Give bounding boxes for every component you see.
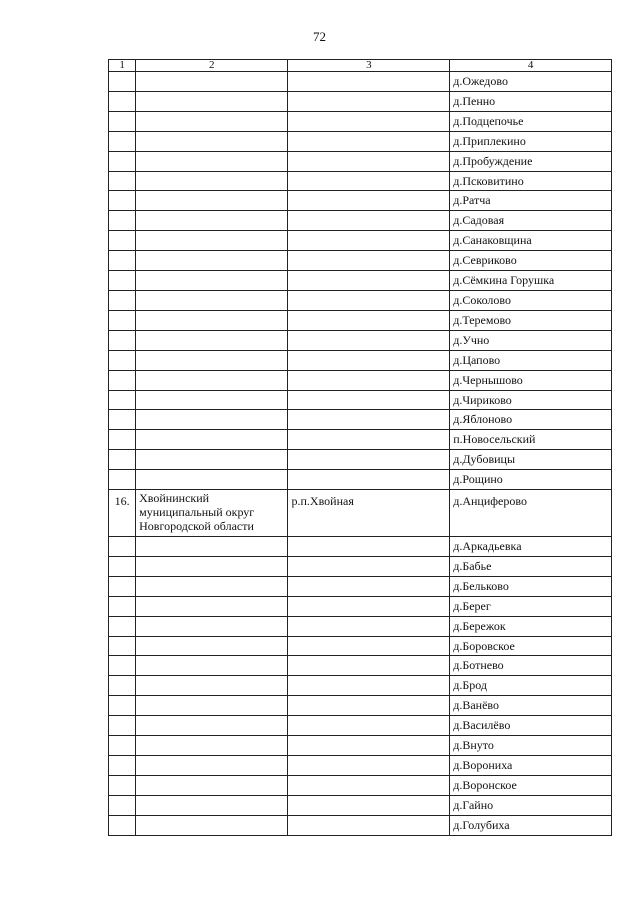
row-number-cell: [109, 556, 136, 576]
admin-center-cell: [288, 537, 450, 557]
municipality-name-cell: [136, 636, 288, 656]
municipality-name-cell: [136, 756, 288, 776]
table-row: [109, 350, 612, 370]
admin-center-cell: [288, 815, 450, 835]
settlement-name-cell: д.Яблоново: [450, 410, 612, 430]
admin-center-cell: [288, 290, 450, 310]
municipality-name-cell: [136, 716, 288, 736]
table-row: [109, 450, 612, 470]
admin-center-cell: [288, 151, 450, 171]
municipality-name-cell: [136, 131, 288, 151]
row-number-cell: [109, 211, 136, 231]
row-number-cell: [109, 537, 136, 557]
settlement-name-cell: д.Бережок: [450, 616, 612, 636]
row-number-cell: [109, 616, 136, 636]
table-row: [109, 430, 612, 450]
municipality-name-cell: [136, 231, 288, 251]
admin-center-cell: [288, 330, 450, 350]
table-row: [109, 410, 612, 430]
row-number-cell: [109, 656, 136, 676]
admin-center-cell: [288, 211, 450, 231]
header-row: [109, 60, 612, 72]
table-row: [109, 290, 612, 310]
admin-center-cell: [288, 131, 450, 151]
municipality-name-cell: [136, 596, 288, 616]
municipality-name-cell: [136, 537, 288, 557]
table-row: [109, 171, 612, 191]
admin-center-cell: [288, 450, 450, 470]
admin-center-cell: [288, 251, 450, 271]
table-row: [109, 490, 612, 537]
admin-center-cell: [288, 736, 450, 756]
settlement-name-cell: д.Теремово: [450, 310, 612, 330]
admin-center-cell: [288, 576, 450, 596]
settlement-name-cell: д.Василёво: [450, 716, 612, 736]
row-number-cell: [109, 736, 136, 756]
municipality-name-cell: [136, 91, 288, 111]
table-row: [109, 656, 612, 676]
settlement-name-cell: д.Севриково: [450, 251, 612, 271]
table-row: [109, 696, 612, 716]
admin-center-cell: р.п.Хвойная: [288, 490, 450, 537]
row-number-cell: [109, 716, 136, 736]
municipality-name-cell: [136, 111, 288, 131]
table-row: [109, 756, 612, 776]
admin-center-cell: [288, 191, 450, 211]
row-number-cell: [109, 191, 136, 211]
row-number-cell: [109, 111, 136, 131]
table-row: [109, 676, 612, 696]
table-row: [109, 636, 612, 656]
row-number-cell: [109, 696, 136, 716]
municipality-name-cell: [136, 370, 288, 390]
settlement-name-cell: д.Голубиха: [450, 815, 612, 835]
settlement-name-cell: п.Новосельский: [450, 430, 612, 450]
settlement-name-cell: д.Аркадьевка: [450, 537, 612, 557]
settlement-name-cell: д.Псковитино: [450, 171, 612, 191]
row-number-cell: [109, 310, 136, 330]
settlement-name-cell: д.Воронское: [450, 775, 612, 795]
row-number-cell: [109, 775, 136, 795]
settlement-name-cell: д.Ворониха: [450, 756, 612, 776]
settlement-name-cell: д.Учно: [450, 330, 612, 350]
settlement-name-cell: д.Внуто: [450, 736, 612, 756]
settlement-name-cell: д.Сёмкина Горушка: [450, 271, 612, 291]
row-number-cell: [109, 350, 136, 370]
row-number-cell: [109, 290, 136, 310]
table-row: [109, 330, 612, 350]
row-number-cell: [109, 815, 136, 835]
settlement-name-cell: д.Чириково: [450, 390, 612, 410]
table-row: [109, 131, 612, 151]
table-row: [109, 470, 612, 490]
municipality-name-cell: [136, 470, 288, 490]
admin-center-cell: [288, 676, 450, 696]
municipality-name-cell: [136, 251, 288, 271]
table-row: [109, 151, 612, 171]
municipality-name-cell: [136, 72, 288, 92]
municipality-name-cell: [136, 410, 288, 430]
municipality-name-cell: [136, 211, 288, 231]
admin-center-cell: [288, 271, 450, 291]
row-number-cell: [109, 251, 136, 271]
admin-center-cell: [288, 72, 450, 92]
page-number: 72: [313, 29, 326, 44]
settlement-name-cell: д.Анциферово: [450, 490, 612, 537]
row-number-cell: [109, 131, 136, 151]
municipality-name-cell: [136, 450, 288, 470]
table-row: [109, 556, 612, 576]
admin-center-cell: [288, 430, 450, 450]
municipality-name-cell: [136, 271, 288, 291]
table-row: [109, 537, 612, 557]
municipality-name-cell: [136, 171, 288, 191]
table-row: [109, 111, 612, 131]
row-number-cell: [109, 410, 136, 430]
settlement-name-cell: д.Пробуждение: [450, 151, 612, 171]
table-row: [109, 736, 612, 756]
table-row: [109, 211, 612, 231]
admin-center-cell: [288, 370, 450, 390]
municipality-name-cell: [136, 775, 288, 795]
table-row: [109, 716, 612, 736]
municipality-name-cell: [136, 676, 288, 696]
settlement-name-cell: д.Бельково: [450, 576, 612, 596]
settlement-name-cell: д.Ожедово: [450, 72, 612, 92]
table-row: [109, 390, 612, 410]
settlement-name-cell: д.Подцепочье: [450, 111, 612, 131]
table-row: [109, 191, 612, 211]
admin-center-cell: [288, 596, 450, 616]
table-row: [109, 795, 612, 815]
row-number-cell: [109, 330, 136, 350]
admin-center-cell: [288, 775, 450, 795]
settlement-name-cell: д.Бабье: [450, 556, 612, 576]
settlement-name-cell: д.Боровское: [450, 636, 612, 656]
row-number-cell: [109, 470, 136, 490]
admin-center-cell: [288, 556, 450, 576]
municipality-name-cell: [136, 696, 288, 716]
table-row: [109, 72, 612, 92]
table-row: [109, 815, 612, 835]
table-row: [109, 596, 612, 616]
settlement-name-cell: д.Ботнево: [450, 656, 612, 676]
municipality-name-cell: [136, 191, 288, 211]
column-header-4: 4: [450, 60, 612, 72]
row-number-cell: [109, 596, 136, 616]
admin-center-cell: [288, 350, 450, 370]
row-number-cell: [109, 91, 136, 111]
municipality-name-cell: [136, 556, 288, 576]
admin-center-cell: [288, 310, 450, 330]
admin-center-cell: [288, 696, 450, 716]
admin-center-cell: [288, 616, 450, 636]
admin-center-cell: [288, 390, 450, 410]
table-row: [109, 231, 612, 251]
settlement-name-cell: д.Санаковщина: [450, 231, 612, 251]
row-number-cell: [109, 151, 136, 171]
settlement-name-cell: д.Чернышово: [450, 370, 612, 390]
settlement-name-cell: д.Соколово: [450, 290, 612, 310]
row-number-cell: [109, 450, 136, 470]
settlement-name-cell: д.Рощино: [450, 470, 612, 490]
table-body: [109, 72, 612, 836]
row-number-cell: [109, 676, 136, 696]
table-row: [109, 370, 612, 390]
settlement-name-cell: д.Цапово: [450, 350, 612, 370]
row-number-cell: [109, 231, 136, 251]
municipality-name-cell: Хвойнинский муниципальный округ Новгородской области: [136, 490, 288, 537]
municipality-name-cell: [136, 350, 288, 370]
municipality-name-cell: [136, 390, 288, 410]
table-row: [109, 576, 612, 596]
municipality-name-cell: [136, 430, 288, 450]
admin-center-cell: [288, 656, 450, 676]
municipality-name-cell: [136, 815, 288, 835]
column-header-3: 3: [288, 60, 450, 72]
municipality-name-cell: [136, 616, 288, 636]
municipality-name-cell: [136, 795, 288, 815]
admin-center-cell: [288, 231, 450, 251]
admin-center-cell: [288, 91, 450, 111]
row-number-cell: [109, 390, 136, 410]
table-row: [109, 775, 612, 795]
municipality-name-cell: [136, 656, 288, 676]
settlement-name-cell: д.Приплекино: [450, 131, 612, 151]
settlement-name-cell: д.Ванёво: [450, 696, 612, 716]
column-header-1: 1: [109, 60, 136, 72]
table-row: [109, 616, 612, 636]
admin-center-cell: [288, 410, 450, 430]
municipality-name-cell: [136, 736, 288, 756]
settlement-name-cell: д.Пенно: [450, 91, 612, 111]
table-row: [109, 251, 612, 271]
settlement-name-cell: д.Ратча: [450, 191, 612, 211]
settlement-name-cell: д.Дубовицы: [450, 450, 612, 470]
column-header-2: 2: [136, 60, 288, 72]
municipality-name-cell: [136, 310, 288, 330]
admin-center-cell: [288, 470, 450, 490]
municipality-name-cell: [136, 290, 288, 310]
row-number-cell: [109, 171, 136, 191]
admin-center-cell: [288, 636, 450, 656]
admin-center-cell: [288, 756, 450, 776]
row-number-cell: [109, 756, 136, 776]
table-row: [109, 91, 612, 111]
table-row: [109, 271, 612, 291]
table-row: [109, 310, 612, 330]
settlement-name-cell: д.Берег: [450, 596, 612, 616]
row-number-cell: 16.: [109, 490, 136, 537]
settlement-name-cell: д.Садовая: [450, 211, 612, 231]
admin-center-cell: [288, 111, 450, 131]
municipality-name-cell: [136, 151, 288, 171]
row-number-cell: [109, 72, 136, 92]
admin-center-cell: [288, 171, 450, 191]
admin-center-cell: [288, 795, 450, 815]
row-number-cell: [109, 576, 136, 596]
municipality-name-cell: [136, 330, 288, 350]
settlement-name-cell: д.Брод: [450, 676, 612, 696]
row-number-cell: [109, 370, 136, 390]
row-number-cell: [109, 795, 136, 815]
row-number-cell: [109, 636, 136, 656]
row-number-cell: [109, 271, 136, 291]
row-number-cell: [109, 430, 136, 450]
admin-center-cell: [288, 716, 450, 736]
municipality-name-cell: [136, 576, 288, 596]
settlement-name-cell: д.Гайно: [450, 795, 612, 815]
settlements-table: [108, 59, 612, 836]
